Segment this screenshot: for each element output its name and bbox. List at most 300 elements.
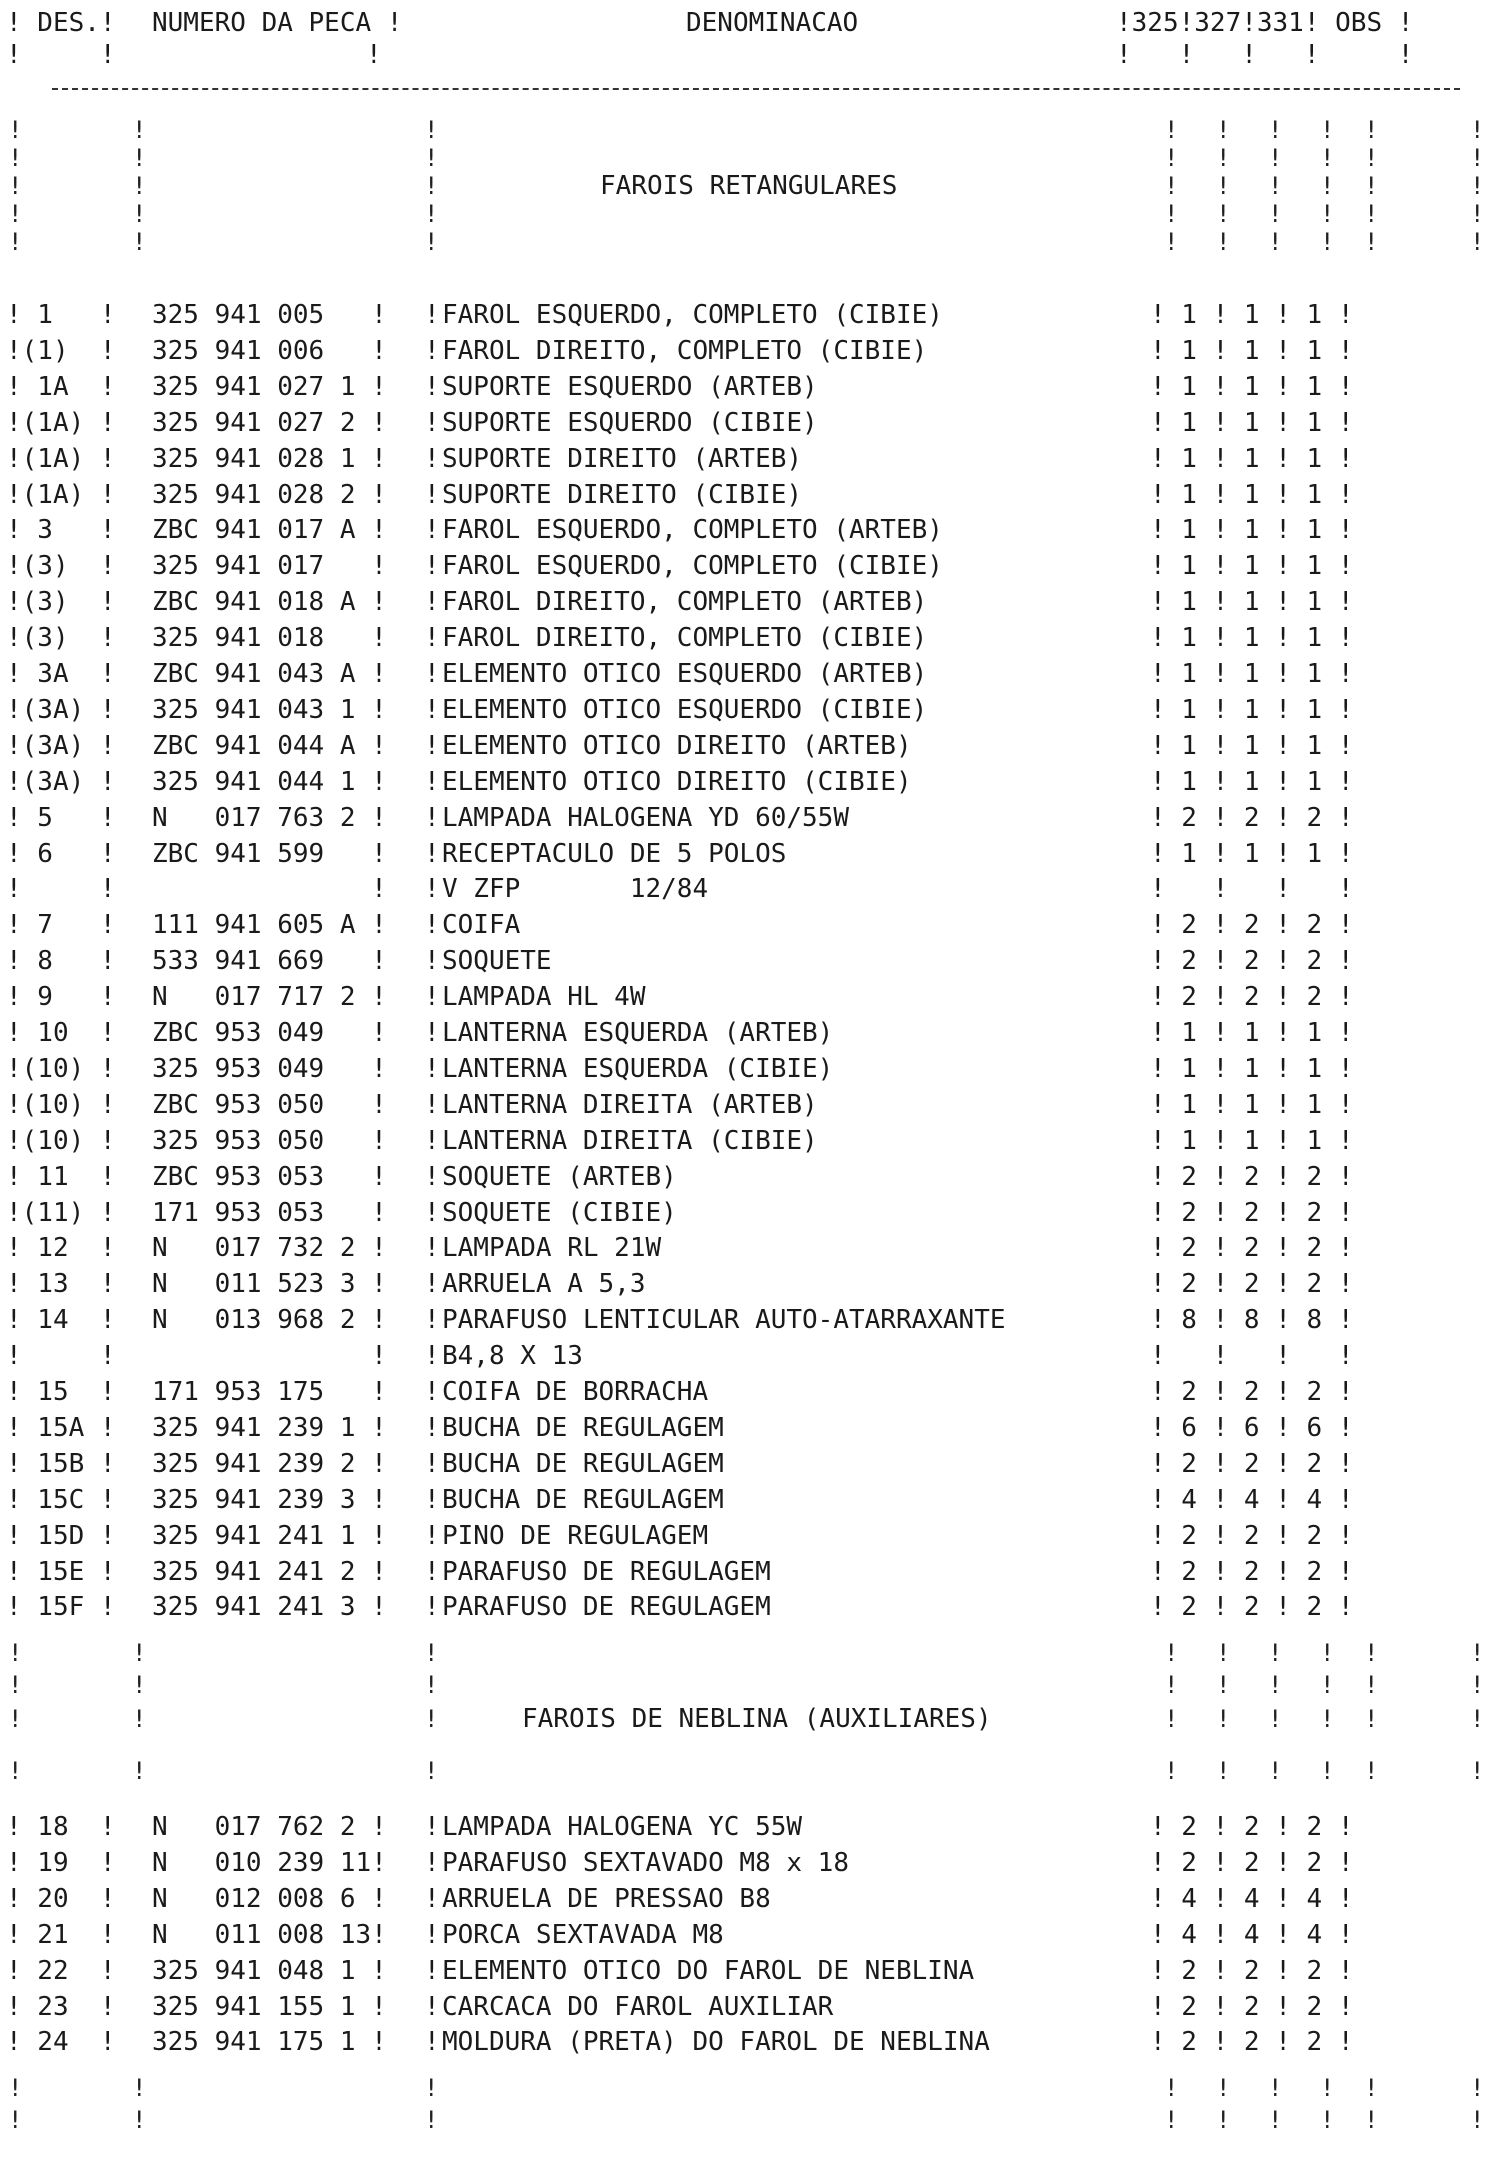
row-des: ! 21 ! xyxy=(6,1919,116,1950)
row-description: FAROL ESQUERDO, COMPLETO (ARTEB) xyxy=(442,515,943,546)
column-divider: ! xyxy=(1164,1757,1179,1785)
column-divider: ! xyxy=(1320,116,1335,144)
row-quantities: ! 2 ! 2 ! 2 ! xyxy=(1150,1269,1354,1300)
column-divider: ! xyxy=(1320,1757,1335,1785)
row-quantities: ! 1 ! 1 ! 1 ! xyxy=(1150,551,1354,582)
column-divider: ! xyxy=(1364,1671,1379,1700)
row-part-number: ZBC 941 044 A ! xyxy=(152,730,387,761)
row-quantities: ! 1 ! 1 ! 1 ! xyxy=(1150,300,1354,330)
row-part-number: 171 953 175 ! xyxy=(152,1377,387,1407)
row-quantities: ! 2 ! 2 ! 2 ! xyxy=(1150,1197,1354,1228)
header-separator xyxy=(52,88,1460,90)
column-divider: ! xyxy=(1364,144,1379,172)
row-quantities: ! 2 ! 2 ! 2 ! xyxy=(1150,982,1354,1013)
row-description: PARAFUSO DE REGULAGEM xyxy=(442,1556,771,1587)
row-quantities: ! 1 ! 1 ! 1 ! xyxy=(1150,694,1354,725)
column-divider: ! xyxy=(424,1484,440,1515)
row-part-number: 111 941 605 A ! xyxy=(152,910,387,941)
row-quantities: ! 2 ! 2 ! 2 ! xyxy=(1150,946,1354,977)
row-description: PARAFUSO DE REGULAGEM xyxy=(442,1592,771,1623)
row-part-number: 325 941 241 2 ! xyxy=(152,1556,387,1587)
row-des: ! 15F ! xyxy=(6,1592,116,1623)
column-divider: ! xyxy=(1364,2074,1379,2103)
column-divider: ! xyxy=(1470,1671,1485,1700)
column-divider: ! xyxy=(424,1125,440,1156)
row-description: ELEMENTO OTICO ESQUERDO (ARTEB) xyxy=(442,659,928,689)
row-description: PORCA SEXTAVADA M8 xyxy=(442,1919,724,1950)
row-description: B4,8 X 13 xyxy=(442,1341,583,1372)
row-description: LANTERNA ESQUERDA (ARTEB) xyxy=(442,1018,834,1048)
column-divider: ! xyxy=(424,1705,439,1733)
row-quantities: ! 2 ! 2 ! 2 ! xyxy=(1150,1377,1354,1407)
column-divider: ! xyxy=(424,946,440,977)
column-divider: ! xyxy=(424,1520,440,1551)
column-divider: ! xyxy=(132,1705,147,1733)
row-part-number: 325 941 027 1 ! xyxy=(152,371,387,402)
row-des: !(1A) ! xyxy=(6,443,116,474)
column-divider: ! xyxy=(1268,1705,1283,1733)
row-part-number: ZBC 941 599 ! xyxy=(152,838,387,869)
column-divider: ! xyxy=(1268,228,1283,256)
column-divider: ! xyxy=(424,1991,440,2022)
row-description: LANTERNA DIREITA (ARTEB) xyxy=(442,1089,818,1120)
header-row2-left: ! ! ! xyxy=(6,40,382,70)
column-divider: ! xyxy=(1268,1639,1283,1668)
row-part-number: 325 941 044 1 ! xyxy=(152,766,387,797)
row-quantities: ! ! ! ! xyxy=(1150,874,1354,905)
row-des: ! 15B ! xyxy=(6,1448,116,1479)
column-divider: ! xyxy=(132,116,147,144)
row-des: !(1A) ! xyxy=(6,479,116,510)
column-divider: ! xyxy=(1320,2106,1335,2135)
column-divider: ! xyxy=(424,443,440,474)
column-divider: ! xyxy=(424,1883,440,1914)
row-quantities: ! 2 ! 2 ! 2 ! xyxy=(1150,1520,1354,1551)
column-divider: ! xyxy=(424,1341,440,1372)
column-divider: ! xyxy=(1268,200,1283,228)
row-des: ! 13 ! xyxy=(6,1269,116,1300)
row-des: ! 19 ! xyxy=(6,1847,116,1878)
row-quantities: ! 1 ! 1 ! 1 ! xyxy=(1150,443,1354,474)
section-title: FAROIS DE NEBLINA (AUXILIARES) xyxy=(522,1704,992,1734)
row-part-number: N 011 523 3 ! xyxy=(152,1269,387,1300)
row-description: ARRUELA DE PRESSAO B8 xyxy=(442,1883,771,1914)
row-description: COIFA DE BORRACHA xyxy=(442,1377,709,1407)
column-divider: ! xyxy=(1470,2106,1485,2135)
column-divider: ! xyxy=(1268,116,1283,144)
row-quantities: ! 1 ! 1 ! 1 ! xyxy=(1150,515,1354,546)
row-part-number: 325 941 027 2 ! xyxy=(152,407,387,438)
row-des: ! 20 ! xyxy=(6,1883,116,1914)
column-divider: ! xyxy=(424,2027,440,2058)
column-divider: ! xyxy=(132,1671,147,1700)
column-divider: ! xyxy=(424,1053,440,1084)
column-divider: ! xyxy=(1268,144,1283,172)
section-title: FAROIS RETANGULARES xyxy=(600,171,898,201)
column-divider: ! xyxy=(1364,172,1379,200)
column-divider: ! xyxy=(1320,200,1335,228)
column-divider: ! xyxy=(424,659,440,689)
column-divider: ! xyxy=(424,172,439,200)
column-divider: ! xyxy=(1470,116,1485,144)
row-part-number: 325 941 155 1 ! xyxy=(152,1991,387,2022)
row-des: ! 6 ! xyxy=(6,838,116,869)
row-quantities: ! 6 ! 6 ! 6 ! xyxy=(1150,1412,1354,1443)
row-part-number: ! xyxy=(152,1341,387,1372)
row-part-number: 325 941 028 1 ! xyxy=(152,443,387,474)
header-denominacao: DENOMINACAO xyxy=(686,8,859,38)
column-divider: ! xyxy=(1164,172,1179,200)
column-divider: ! xyxy=(424,335,440,366)
column-divider: ! xyxy=(424,1197,440,1228)
row-des: ! 15 ! xyxy=(6,1377,116,1407)
row-des: ! 14 ! xyxy=(6,1305,116,1336)
column-divider: ! xyxy=(424,2106,439,2135)
row-des: !(3) ! xyxy=(6,623,116,654)
row-description: MOLDURA (PRETA) DO FAROL DE NEBLINA xyxy=(442,2027,990,2058)
column-divider: ! xyxy=(424,407,440,438)
row-part-number: 533 941 669 ! xyxy=(152,946,387,977)
row-part-number: 325 941 048 1 ! xyxy=(152,1955,387,1986)
row-quantities: ! 1 ! 1 ! 1 ! xyxy=(1150,407,1354,438)
row-quantities: ! 2 ! 2 ! 2 ! xyxy=(1150,1847,1354,1878)
row-description: LANTERNA ESQUERDA (CIBIE) xyxy=(442,1053,834,1084)
column-divider: ! xyxy=(424,766,440,797)
row-quantities: ! 1 ! 1 ! 1 ! xyxy=(1150,587,1354,618)
row-description: FAROL ESQUERDO, COMPLETO (CIBIE) xyxy=(442,551,943,582)
column-divider: ! xyxy=(1164,200,1179,228)
column-divider: ! xyxy=(424,1955,440,1986)
row-des: ! 15E ! xyxy=(6,1556,116,1587)
row-description: BUCHA DE REGULAGEM xyxy=(442,1412,724,1443)
column-divider: ! xyxy=(1320,1671,1335,1700)
column-divider: ! xyxy=(1470,1639,1485,1668)
column-divider: ! xyxy=(424,1556,440,1587)
row-part-number: N 017 732 2 ! xyxy=(152,1233,387,1264)
row-des: ! 18 ! xyxy=(6,1812,116,1842)
row-des: ! 8 ! xyxy=(6,946,116,977)
row-des: !(3) ! xyxy=(6,587,116,618)
column-divider: ! xyxy=(1268,2106,1283,2135)
column-divider: ! xyxy=(424,802,440,833)
row-description: SOQUETE (CIBIE) xyxy=(442,1197,677,1228)
row-quantities: ! 4 ! 4 ! 4 ! xyxy=(1150,1919,1354,1950)
row-description: LAMPADA HL 4W xyxy=(442,982,646,1013)
column-divider: ! xyxy=(424,515,440,546)
column-divider: ! xyxy=(1216,2106,1231,2135)
row-quantities: ! 2 ! 2 ! 2 ! xyxy=(1150,1812,1354,1842)
row-quantities: ! 4 ! 4 ! 4 ! xyxy=(1150,1484,1354,1515)
column-divider: ! xyxy=(1268,172,1283,200)
column-divider: ! xyxy=(1268,2074,1283,2103)
column-divider: ! xyxy=(1320,1705,1335,1733)
row-des: ! 7 ! xyxy=(6,910,116,941)
row-quantities: ! 1 ! 1 ! 1 ! xyxy=(1150,730,1354,761)
row-des: !(11) ! xyxy=(6,1197,116,1228)
row-des: ! 24 ! xyxy=(6,2027,116,2058)
row-des: ! 23 ! xyxy=(6,1991,116,2022)
row-description: ELEMENTO OTICO ESQUERDO (CIBIE) xyxy=(442,694,928,725)
column-divider: ! xyxy=(1320,228,1335,256)
column-divider: ! xyxy=(8,144,23,172)
column-divider: ! xyxy=(8,1639,23,1668)
row-quantities: ! 2 ! 2 ! 2 ! xyxy=(1150,1955,1354,1986)
row-quantities: ! 1 ! 1 ! 1 ! xyxy=(1150,479,1354,510)
column-divider: ! xyxy=(424,1269,440,1300)
row-description: ARRUELA A 5,3 xyxy=(442,1269,646,1300)
row-description: SUPORTE DIREITO (CIBIE) xyxy=(442,479,803,510)
column-divider: ! xyxy=(1364,228,1379,256)
row-des: !(3A) ! xyxy=(6,730,116,761)
column-divider: ! xyxy=(1164,2074,1179,2103)
column-divider: ! xyxy=(424,1412,440,1443)
column-divider: ! xyxy=(1164,1705,1179,1733)
row-quantities: ! 1 ! 1 ! 1 ! xyxy=(1150,838,1354,869)
column-divider: ! xyxy=(1216,200,1231,228)
column-divider: ! xyxy=(424,551,440,582)
column-divider: ! xyxy=(424,1233,440,1264)
row-part-number: N 017 717 2 ! xyxy=(152,982,387,1013)
row-description: SUPORTE DIREITO (ARTEB) xyxy=(442,443,803,474)
row-quantities: ! 1 ! 1 ! 1 ! xyxy=(1150,766,1354,797)
column-divider: ! xyxy=(132,200,147,228)
row-part-number: ZBC 953 050 ! xyxy=(152,1089,387,1120)
row-description: SOQUETE xyxy=(442,946,552,977)
row-part-number: 325 953 049 ! xyxy=(152,1053,387,1084)
column-divider: ! xyxy=(424,1919,440,1950)
column-divider: ! xyxy=(424,623,440,654)
row-quantities: ! 1 ! 1 ! 1 ! xyxy=(1150,371,1354,402)
column-divider: ! xyxy=(132,2106,147,2135)
row-quantities: ! 4 ! 4 ! 4 ! xyxy=(1150,1883,1354,1914)
column-divider: ! xyxy=(424,479,440,510)
column-divider: ! xyxy=(1216,1639,1231,1668)
row-quantities: ! 1 ! 1 ! 1 ! xyxy=(1150,1018,1354,1048)
column-divider: ! xyxy=(424,1812,440,1842)
row-part-number: N 017 763 2 ! xyxy=(152,802,387,833)
column-divider: ! xyxy=(1216,116,1231,144)
row-description: FAROL DIREITO, COMPLETO (CIBIE) xyxy=(442,623,928,654)
row-description: COIFA xyxy=(442,910,521,941)
row-quantities: ! 2 ! 2 ! 2 ! xyxy=(1150,1991,1354,2022)
column-divider: ! xyxy=(1364,1639,1379,1668)
row-quantities: ! 2 ! 2 ! 2 ! xyxy=(1150,1592,1354,1623)
column-divider: ! xyxy=(1164,1639,1179,1668)
row-quantities: ! 2 ! 2 ! 2 ! xyxy=(1150,1556,1354,1587)
row-des: ! 9 ! xyxy=(6,982,116,1013)
row-description: SOQUETE (ARTEB) xyxy=(442,1161,677,1192)
column-divider: ! xyxy=(1216,2074,1231,2103)
column-divider: ! xyxy=(132,228,147,256)
row-description: SUPORTE ESQUERDO (ARTEB) xyxy=(442,371,818,402)
row-part-number: ZBC 953 053 ! xyxy=(152,1161,387,1192)
column-divider: ! xyxy=(1216,1757,1231,1785)
header-row2-right: ! ! ! ! ! xyxy=(1116,40,1414,70)
column-divider: ! xyxy=(1216,228,1231,256)
column-divider: ! xyxy=(1470,200,1485,228)
row-part-number: 325 941 241 3 ! xyxy=(152,1592,387,1623)
column-divider: ! xyxy=(132,2074,147,2103)
column-divider: ! xyxy=(424,1592,440,1623)
row-part-number: N 017 762 2 ! xyxy=(152,1812,387,1842)
row-description: PARAFUSO LENTICULAR AUTO-ATARRAXANTE xyxy=(442,1305,1006,1336)
column-divider: ! xyxy=(424,200,439,228)
column-divider: ! xyxy=(1216,1705,1231,1733)
row-quantities: ! 1 ! 1 ! 1 ! xyxy=(1150,659,1354,689)
row-part-number: 325 941 005 ! xyxy=(152,300,387,330)
column-divider: ! xyxy=(8,116,23,144)
row-quantities: ! 2 ! 2 ! 2 ! xyxy=(1150,910,1354,941)
row-des: ! 12 ! xyxy=(6,1233,116,1264)
row-part-number: N 011 008 13! xyxy=(152,1919,387,1950)
column-divider: ! xyxy=(424,1639,439,1668)
row-quantities: ! 1 ! 1 ! 1 ! xyxy=(1150,623,1354,654)
column-divider: ! xyxy=(132,1639,147,1668)
row-part-number: 171 953 053 ! xyxy=(152,1197,387,1228)
row-description: BUCHA DE REGULAGEM xyxy=(442,1448,724,1479)
row-part-number: 325 941 241 1 ! xyxy=(152,1520,387,1551)
row-des: ! 1 ! xyxy=(6,300,116,330)
column-divider: ! xyxy=(8,200,23,228)
row-description: FAROL ESQUERDO, COMPLETO (CIBIE) xyxy=(442,300,943,330)
row-quantities: ! 2 ! 2 ! 2 ! xyxy=(1150,1448,1354,1479)
row-des: !(10) ! xyxy=(6,1053,116,1084)
column-divider: ! xyxy=(424,838,440,869)
column-divider: ! xyxy=(1164,144,1179,172)
row-description: FAROL DIREITO, COMPLETO (CIBIE) xyxy=(442,335,928,366)
column-divider: ! xyxy=(424,1018,440,1048)
row-part-number: 325 941 043 1 ! xyxy=(152,694,387,725)
row-quantities: ! 1 ! 1 ! 1 ! xyxy=(1150,1125,1354,1156)
row-des: ! 15C ! xyxy=(6,1484,116,1515)
row-part-number: ! xyxy=(152,874,387,905)
column-divider: ! xyxy=(424,1757,439,1785)
row-des: !(10) ! xyxy=(6,1125,116,1156)
row-des: ! 3A ! xyxy=(6,659,116,689)
column-divider: ! xyxy=(1470,1705,1485,1733)
column-divider: ! xyxy=(132,172,147,200)
column-divider: ! xyxy=(1320,172,1335,200)
column-divider: ! xyxy=(1268,1671,1283,1700)
column-divider: ! xyxy=(8,172,23,200)
column-divider: ! xyxy=(1470,1757,1485,1785)
column-divider: ! xyxy=(424,1089,440,1120)
column-divider: ! xyxy=(424,874,440,905)
row-des: !(10) ! xyxy=(6,1089,116,1120)
row-description: PARAFUSO SEXTAVADO M8 x 18 xyxy=(442,1847,849,1878)
column-divider: ! xyxy=(1320,144,1335,172)
row-quantities: ! 1 ! 1 ! 1 ! xyxy=(1150,335,1354,366)
column-divider: ! xyxy=(1470,2074,1485,2103)
row-description: LAMPADA HALOGENA YC 55W xyxy=(442,1812,803,1842)
row-description: SUPORTE ESQUERDO (CIBIE) xyxy=(442,407,818,438)
column-divider: ! xyxy=(424,116,439,144)
column-divider: ! xyxy=(424,587,440,618)
column-divider: ! xyxy=(424,982,440,1013)
row-part-number: 325 941 239 1 ! xyxy=(152,1412,387,1443)
row-part-number: 325 941 006 ! xyxy=(152,335,387,366)
column-divider: ! xyxy=(1164,116,1179,144)
row-des: ! 10 ! xyxy=(6,1018,116,1048)
column-divider: ! xyxy=(1268,1757,1283,1785)
row-des: ! ! xyxy=(6,874,116,905)
column-divider: ! xyxy=(1164,1671,1179,1700)
row-des: !(1) ! xyxy=(6,335,116,366)
row-description: PINO DE REGULAGEM xyxy=(442,1520,709,1551)
column-divider: ! xyxy=(1364,1757,1379,1785)
column-divider: ! xyxy=(8,1757,23,1785)
row-quantities: ! 2 ! 2 ! 2 ! xyxy=(1150,1161,1354,1192)
column-divider: ! xyxy=(8,228,23,256)
row-part-number: 325 941 017 ! xyxy=(152,551,387,582)
row-description: V ZFP 12/84 xyxy=(442,874,709,905)
column-divider: ! xyxy=(424,1671,439,1700)
row-des: ! 15D ! xyxy=(6,1520,116,1551)
header-numero: NUMERO DA PECA ! xyxy=(152,8,403,38)
column-divider: ! xyxy=(424,1847,440,1878)
row-des: ! ! xyxy=(6,1341,116,1372)
row-des: ! 1A ! xyxy=(6,371,116,402)
column-divider: ! xyxy=(1216,144,1231,172)
header-des: ! DES.! xyxy=(6,8,116,38)
row-part-number: N 013 968 2 ! xyxy=(152,1305,387,1336)
column-divider: ! xyxy=(1364,1705,1379,1733)
column-divider: ! xyxy=(1364,116,1379,144)
column-divider: ! xyxy=(424,910,440,941)
row-description: CARCACA DO FAROL AUXILIAR xyxy=(442,1991,834,2022)
column-divider: ! xyxy=(424,2074,439,2103)
row-quantities: ! 2 ! 2 ! 2 ! xyxy=(1150,802,1354,833)
row-des: !(3) ! xyxy=(6,551,116,582)
column-divider: ! xyxy=(1164,228,1179,256)
column-divider: ! xyxy=(424,1377,440,1407)
row-des: ! 22 ! xyxy=(6,1955,116,1986)
column-divider: ! xyxy=(1364,200,1379,228)
row-quantities: ! 2 ! 2 ! 2 ! xyxy=(1150,2027,1354,2058)
column-divider: ! xyxy=(424,300,440,330)
column-divider: ! xyxy=(424,1161,440,1192)
row-des: ! 15A ! xyxy=(6,1412,116,1443)
header-quantity-columns: !325!327!331! OBS ! xyxy=(1116,8,1414,38)
column-divider: ! xyxy=(424,144,439,172)
column-divider: ! xyxy=(1320,2074,1335,2103)
row-description: LAMPADA HALOGENA YD 60/55W xyxy=(442,802,849,833)
row-des: ! 5 ! xyxy=(6,802,116,833)
row-description: LANTERNA DIREITA (CIBIE) xyxy=(442,1125,818,1156)
row-part-number: 325 941 175 1 ! xyxy=(152,2027,387,2058)
row-part-number: N 010 239 11! xyxy=(152,1847,387,1878)
row-quantities: ! 1 ! 1 ! 1 ! xyxy=(1150,1053,1354,1084)
column-divider: ! xyxy=(424,371,440,402)
row-description: ELEMENTO OTICO DIREITO (ARTEB) xyxy=(442,730,912,761)
column-divider: ! xyxy=(132,1757,147,1785)
row-part-number: 325 941 239 2 ! xyxy=(152,1448,387,1479)
row-description: ELEMENTO OTICO DIREITO (CIBIE) xyxy=(442,766,912,797)
column-divider: ! xyxy=(132,144,147,172)
row-description: FAROL DIREITO, COMPLETO (ARTEB) xyxy=(442,587,928,618)
row-des: !(3A) ! xyxy=(6,694,116,725)
row-des: !(3A) ! xyxy=(6,766,116,797)
row-part-number: 325 953 050 ! xyxy=(152,1125,387,1156)
row-description: ELEMENTO OTICO DO FAROL DE NEBLINA xyxy=(442,1955,975,1986)
row-des: ! 11 ! xyxy=(6,1161,116,1192)
row-des: !(1A) ! xyxy=(6,407,116,438)
row-part-number: ZBC 953 049 ! xyxy=(152,1018,387,1048)
column-divider: ! xyxy=(8,1671,23,1700)
column-divider: ! xyxy=(8,2106,23,2135)
column-divider: ! xyxy=(1470,228,1485,256)
row-description: LAMPADA RL 21W xyxy=(442,1233,662,1264)
